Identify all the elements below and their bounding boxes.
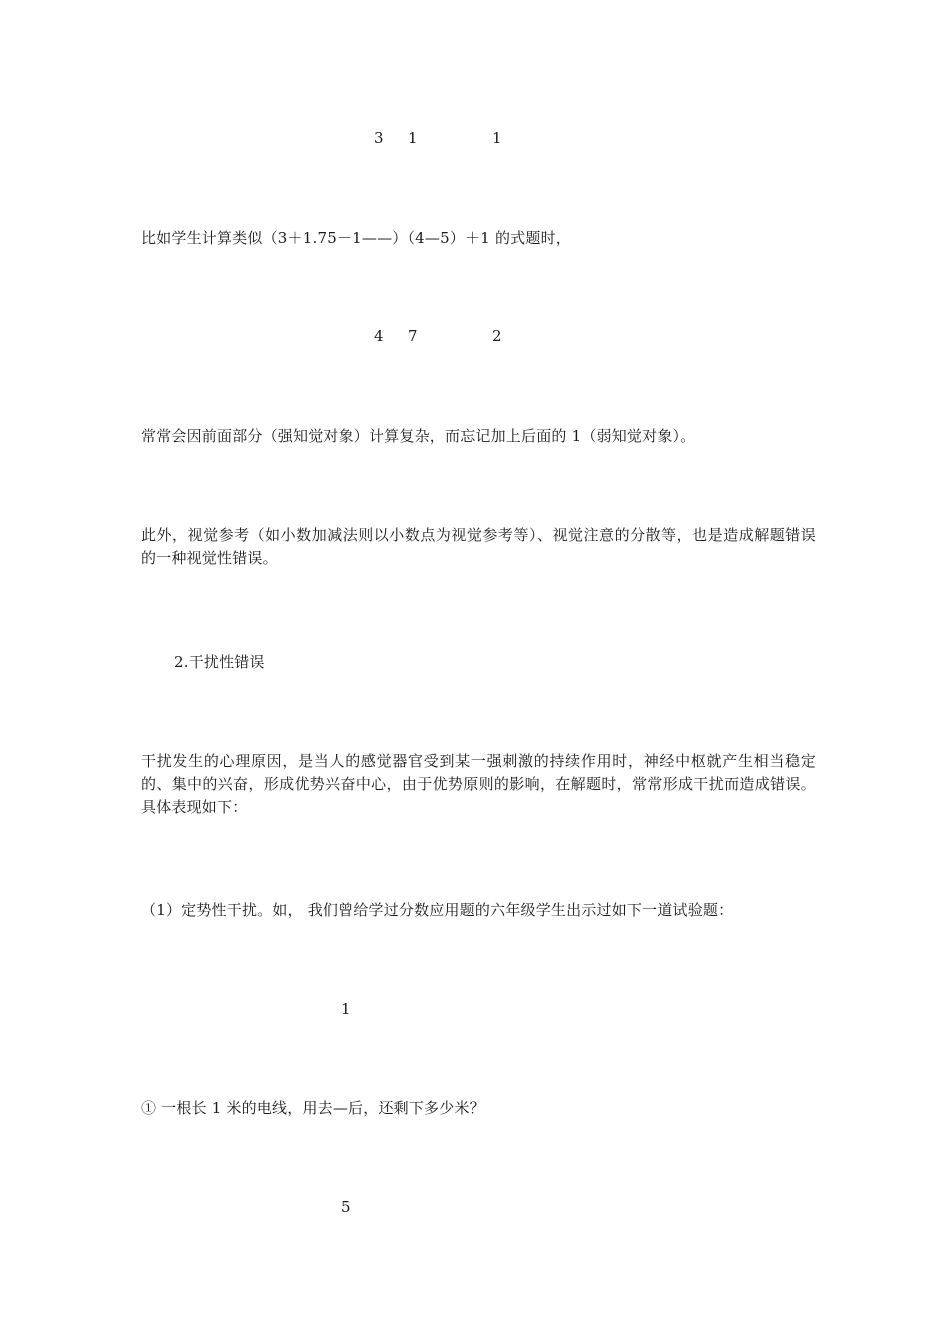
paragraph-2: 此外，视觉参考（如小数加减法则以小数点为视觉参考等）、视觉注意的分散等，也是造成解题错误的一种视觉性错误。	[141, 526, 816, 567]
fraction-numerator-2: 1	[341, 1000, 351, 1018]
fraction-numerator-1a: 3	[374, 129, 384, 147]
fraction-numerator-1b: 1	[408, 129, 418, 147]
paragraph-3: 干扰发生的心理原因，是当人的感觉器官受到某一强刺激的持续作用时，神经中枢就产生相当稳定的、集中的兴奋，形成优势兴奋中心，由于优势原则的影响，在解题时，常常形成干扰而造成错误。具体表现如下：	[141, 752, 816, 816]
section-heading: 2.干扰性错误	[174, 653, 265, 671]
fraction-denominator-1c: 2	[492, 327, 502, 345]
fraction-denominator-1b: 7	[408, 327, 418, 345]
question-1: ① 一根长 1 米的电线，用去—后，还剩下多少米？	[141, 1099, 485, 1117]
fraction-numerator-1c: 1	[492, 129, 502, 147]
paragraph-4: （1）定势性干扰。如， 我们曾给学过分数应用题的六年级学生出示过如下一道试验题：	[141, 901, 734, 919]
paragraph-1: 常常会因前面部分（强知觉对象）计算复杂，而忘记加上后面的 1（弱知觉对象）。	[141, 427, 696, 445]
expression-line: 比如学生计算类似（3＋1.75－1——）（4—5）＋1 的式题时，	[141, 229, 571, 247]
fraction-denominator-2: 5	[341, 1198, 351, 1216]
fraction-denominator-1a: 4	[374, 327, 384, 345]
